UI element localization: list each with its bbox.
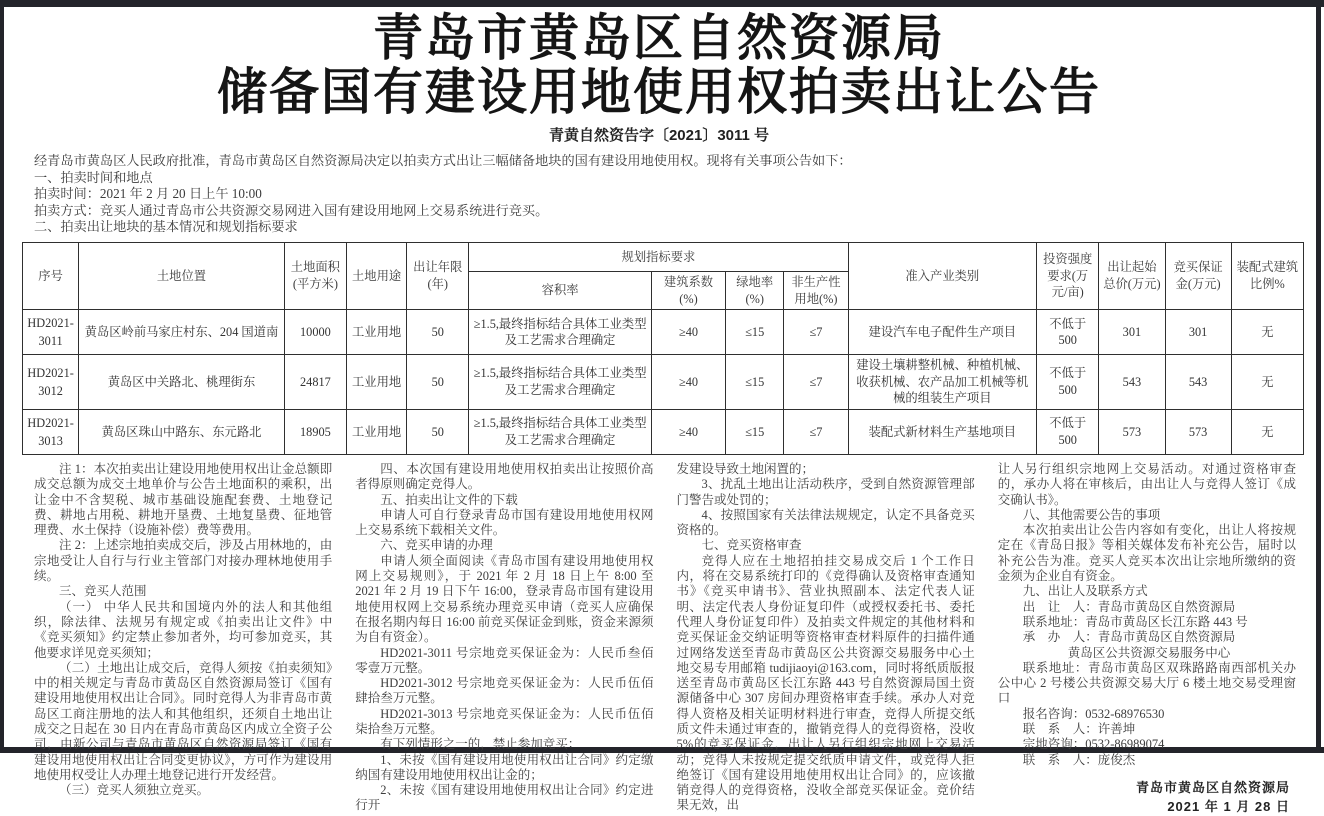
col-header-industry: 准入产业类别 bbox=[848, 242, 1037, 309]
signature-org: 青岛市黄岛区自然资源局 bbox=[1135, 779, 1290, 795]
col-header-serial: 序号 bbox=[23, 242, 79, 309]
cell-serial: HD2021-3011 bbox=[23, 310, 79, 355]
cell-deposit: 301 bbox=[1165, 310, 1231, 355]
paragraph: 联 系 人：许善坤 bbox=[1022, 721, 1136, 736]
paragraph: 3、扰乱土地出让活动秩序，受到自然资源管理部门警告或处罚的； bbox=[676, 477, 975, 507]
table-body bbox=[23, 310, 1304, 455]
cell-start-price: 301 bbox=[1099, 310, 1165, 355]
cell-industry: 建设土壤耕整机械、种植机械、收获机械、农产品加工机械等机械的组装生产项目 bbox=[848, 355, 1037, 410]
page-border-left bbox=[0, 0, 4, 753]
cell-use: 工业用地 bbox=[346, 355, 406, 410]
paragraph: HD2021-3012 号宗地竞买保证金为：人民币伍佰肆拾叁万元整。 bbox=[355, 676, 654, 706]
col-header-planning-group: 规划指标要求 bbox=[469, 242, 848, 271]
cell-term: 50 bbox=[407, 355, 469, 410]
cell-nonprod: ≤7 bbox=[784, 355, 848, 410]
paragraph: 注 2：上述宗地拍卖成交后，涉及占用林地的，由宗地受让人自行与行业主管部门对接办理林地使用手续。 bbox=[34, 538, 333, 584]
col-header-building-coeff: 建筑系数(%) bbox=[651, 271, 725, 309]
cell-green-rate: ≤15 bbox=[726, 310, 784, 355]
paragraph: 出 让 人：青岛市黄岛区自然资源局 bbox=[1022, 599, 1236, 614]
page-border-top bbox=[0, 0, 1324, 7]
cell-location: 黄岛区珠山中路东、东元路北 bbox=[79, 409, 285, 454]
intro-line: 拍卖时间：2021 年 2 月 20 日上午 10:00 bbox=[34, 186, 262, 202]
col-header-prefab: 装配式建筑比例% bbox=[1231, 242, 1303, 309]
cell-investment: 不低于 500 bbox=[1037, 409, 1099, 454]
paragraph: 承 办 人：青岛市黄岛区自然资源局 bbox=[1022, 630, 1236, 645]
paragraph: HD2021-3013 号宗地竞买保证金为：人民币伍佰柒拾叁万元整。 bbox=[355, 706, 654, 736]
cell-nonprod: ≤7 bbox=[784, 310, 848, 355]
signature-date: 2021 年 1 月 28 日 bbox=[1167, 798, 1290, 814]
paragraph: 宗地咨询：0532-86989074 bbox=[1022, 737, 1165, 752]
cell-term: 50 bbox=[407, 310, 469, 355]
intro-line: 二、拍卖出让地块的基本情况和规划指标要求 bbox=[34, 219, 298, 235]
cell-investment: 不低于 500 bbox=[1037, 310, 1099, 355]
land-parcels-table bbox=[22, 242, 1304, 455]
col-header-nonprod: 非生产性用地(%) bbox=[784, 271, 848, 309]
table-row bbox=[23, 310, 1304, 355]
paragraph: 联 系 人：庞俊杰 bbox=[1022, 752, 1136, 767]
paragraph: 2、未按《国有建设用地使用权出让合同》约定进行开 bbox=[355, 783, 654, 813]
cell-building-coeff: ≥40 bbox=[651, 409, 725, 454]
article-body bbox=[34, 462, 1296, 816]
cell-start-price: 573 bbox=[1099, 409, 1165, 454]
cell-nonprod: ≤7 bbox=[784, 409, 848, 454]
paragraph: （一） 中华人民共和国境内外的法人和其他组织，除法律、法规另有规定或《拍卖出让文件》中《竞买须知》约定禁止参加者外，均可参加竞买，其他要求详见竞买须知； bbox=[34, 599, 333, 660]
cell-area: 18905 bbox=[284, 409, 346, 454]
title-line-2: 储备国有建设用地使用权拍卖出让公告 bbox=[217, 64, 1101, 120]
cell-building-coeff: ≥40 bbox=[651, 355, 725, 410]
document-number: 青黄自然资告字〔2021〕3011 号 bbox=[548, 127, 770, 144]
paragraph: （二）土地出让成交后，竞得人须按《拍卖须知》中的相关规定与青岛市黄岛区自然资源局签订《国有建设用地使用权出让合同》。同时竞得人为非青岛市黄岛区工商注册地的法人和其他组织，还须自土地出让成交之日起在 30 日内在青岛市黄岛区内成立全资子公司，由新公司与青岛市黄岛区自然资源局签订《国有建设用地使用权出让合同变更协议》，方可作为建设用地使用权受让人办理土地登记进行开发经营。 bbox=[34, 660, 333, 782]
paragraph: 4、按照国家有关法律法规规定，认定不具备竞买资格的。 bbox=[676, 507, 975, 538]
cell-area: 24817 bbox=[284, 355, 346, 410]
col-header-start-price: 出让起始总价(万元) bbox=[1099, 242, 1165, 309]
cell-location: 黄岛区中关路北、桃理街东 bbox=[79, 355, 285, 410]
paragraph: 八、其他需要公告的事项 bbox=[1022, 507, 1161, 522]
paragraph: 发建设导致土地闲置的； bbox=[676, 461, 815, 476]
paragraph: 报名咨询：0532-68976530 bbox=[1022, 706, 1165, 721]
paragraph: 七、竞买资格审查 bbox=[701, 538, 802, 553]
col-header-area: 土地面积(平方米) bbox=[284, 242, 346, 309]
cell-serial: HD2021-3013 bbox=[23, 409, 79, 454]
paragraph: 申请人须全面阅读《青岛市国有建设用地使用权网上交易规则》，于 2021 年 2 月 18 日上午 8:00 至 2021 年 2 月 19 日下午 16:00，登录青岛市国有建设用地使用权网上交易系统办理竞买申请（竞买人应确保在报名期内每日 16:00 前竞买保证金到账，资金来源须为自有资金）。 bbox=[355, 553, 654, 645]
col-header-term: 出让年限(年) bbox=[407, 242, 469, 309]
paragraph: 申请人可自行登录青岛市国有建设用地使用权网上交易系统下载相关文件。 bbox=[355, 507, 654, 538]
cell-term: 50 bbox=[407, 409, 469, 454]
cell-deposit: 543 bbox=[1165, 355, 1231, 410]
cell-location: 黄岛区岭前马家庄村东、204 国道南 bbox=[79, 310, 285, 355]
paragraph: 让人另行组织宗地网上交易活动。对通过资格审查的，承办人将在审核后，由出让人与竞得人签订《成交确认书》。 bbox=[997, 461, 1296, 507]
paragraph: 有下列情形之一的，禁止参加竞买： bbox=[380, 737, 581, 752]
signature-block bbox=[998, 778, 1296, 816]
paragraph: 注 1：本次拍卖出让建设用地使用权出让金总额即成交总额为成交土地单价与公告土地面积的乘积，出让金中不含契税、城市基础设施配套费、土地登记费、耕地占用税、耕地开垦费、土地复垦费、征地管理费、水土保持（设施补偿）费等费用。 bbox=[34, 461, 333, 538]
table-row bbox=[23, 355, 1304, 410]
page-title bbox=[8, 11, 1310, 119]
cell-plot-ratio: ≥1.5,最终指标结合具体工业类型及工艺需求合理确定 bbox=[469, 355, 652, 410]
article-column-4 bbox=[998, 462, 1296, 816]
intro-section bbox=[34, 153, 1292, 236]
cell-investment: 不低于 500 bbox=[1037, 355, 1099, 410]
announcement-page bbox=[8, 9, 1310, 814]
cell-prefab: 无 bbox=[1231, 355, 1303, 410]
col-header-deposit: 竞买保证金(万元) bbox=[1165, 242, 1231, 309]
cell-plot-ratio: ≥1.5,最终指标结合具体工业类型及工艺需求合理确定 bbox=[469, 409, 652, 454]
paragraph: 竞得人应在土地招拍挂交易成交后 1 个工作日内，将在交易系统打印的《竞得确认及资格审查通知书》《竞买申请书》、营业执照副本、法定代表人证明、法定代表人身份证复印件（或授权委托书、委托代理人身份证复印件）及拍卖文件规定的其他材料和竞买保证金交纳证明等资格审查材料原件的扫描件通过网络发送至青岛市黄岛区公共资源交易服务中心土地交易专用邮箱 tudijiaoyi@163.com，同时将纸质版报送至青岛市黄岛区长江东路 443 号自然资源局国土资源储备中心 307 房间办理资格审查手续。承办人对竞得人资格及相关证明材料进行审查，竞得人所提交纸质文件未通过审查的，撤销竞得人的竞得资格，没收 5%的竞买保证金，出让人另行组织宗地网上交易活动；竞得人未按规定提交纸质申请文件，或竞得人拒绝签订《国有建设用地使用权出让合同》的，应该撤销竞得人的竞得资格，没收全部竞买保证金。竞价结果无效，出 bbox=[676, 553, 975, 813]
cell-use: 工业用地 bbox=[346, 310, 406, 355]
article-column-2 bbox=[355, 462, 653, 816]
paragraph: 本次拍卖出让公告内容如有变化，出让人将按规定在《青岛日报》等相关媒体发布补充公告，届时以补充公告为准。竞买人竞买本次出让宗地所缴纳的资金须为企业自有资金。 bbox=[997, 523, 1296, 584]
cell-building-coeff: ≥40 bbox=[651, 310, 725, 355]
cell-start-price: 543 bbox=[1099, 355, 1165, 410]
paragraph: 联系地址：青岛市黄岛区双珠路路南西部机关办公中心 2 号楼公共资源交易大厅 6 楼土地交易受理窗口 bbox=[997, 660, 1296, 706]
paragraph: 1、未按《国有建设用地使用权出让合同》约定缴纳国有建设用地使用权出让金的； bbox=[355, 752, 654, 782]
article-column-3 bbox=[677, 462, 975, 816]
col-header-plot-ratio: 容积率 bbox=[469, 271, 652, 309]
col-header-location: 土地位置 bbox=[79, 242, 285, 309]
intro-line: 一、拍卖时间和地点 bbox=[34, 169, 153, 185]
cell-industry: 建设汽车电子配件生产项目 bbox=[848, 310, 1037, 355]
cell-prefab: 无 bbox=[1231, 310, 1303, 355]
cell-prefab: 无 bbox=[1231, 409, 1303, 454]
page-border-right bbox=[1316, 0, 1321, 753]
paragraph: 联系地址：青岛市黄岛区长江东路 443 号 bbox=[1022, 614, 1248, 629]
intro-line: 经青岛市黄岛区人民政府批准，青岛市黄岛区自然资源局决定以拍卖方式出让三幅储备地块的国有建设用地使用权。现将有关事项公告如下： bbox=[34, 153, 852, 168]
table-row bbox=[23, 409, 1304, 454]
paragraph: 三、竞买人范围 bbox=[59, 584, 147, 599]
cell-area: 10000 bbox=[284, 310, 346, 355]
cell-plot-ratio: ≥1.5,最终指标结合具体工业类型及工艺需求合理确定 bbox=[469, 310, 652, 355]
col-header-investment: 投资强度要求(万元/亩) bbox=[1037, 242, 1099, 309]
cell-green-rate: ≤15 bbox=[726, 409, 784, 454]
paragraph: 五、拍卖出让文件的下载 bbox=[380, 492, 518, 507]
paragraph: （三）竞买人须独立竞买。 bbox=[59, 783, 210, 798]
paragraph: HD2021-3011 号宗地竞买保证金为：人民币叁佰零壹万元整。 bbox=[355, 645, 654, 675]
cell-serial: HD2021-3012 bbox=[23, 355, 79, 410]
cell-industry: 装配式新材料生产基地项目 bbox=[848, 409, 1037, 454]
cell-deposit: 573 bbox=[1165, 409, 1231, 454]
title-line-1: 青岛市黄岛区自然资源局 bbox=[373, 10, 945, 66]
table-header bbox=[23, 242, 1304, 309]
cell-use: 工业用地 bbox=[346, 409, 406, 454]
paragraph: 黄岛区公共资源交易服务中心 bbox=[1067, 645, 1231, 660]
paragraph: 六、竞买申请的办理 bbox=[380, 538, 493, 553]
col-header-use: 土地用途 bbox=[346, 242, 406, 309]
paragraph: 九、出让人及联系方式 bbox=[1022, 584, 1148, 599]
article-column-1 bbox=[34, 462, 332, 816]
cell-green-rate: ≤15 bbox=[726, 355, 784, 410]
intro-line: 拍卖方式：竞买人通过青岛市公共资源交易网进入国有建设用地网上交易系统进行竞买。 bbox=[34, 202, 549, 218]
col-header-green-rate: 绿地率(%) bbox=[726, 271, 784, 309]
paragraph: 四、本次国有建设用地使用权拍卖出让按照价高者得原则确定竞得人。 bbox=[355, 461, 654, 492]
